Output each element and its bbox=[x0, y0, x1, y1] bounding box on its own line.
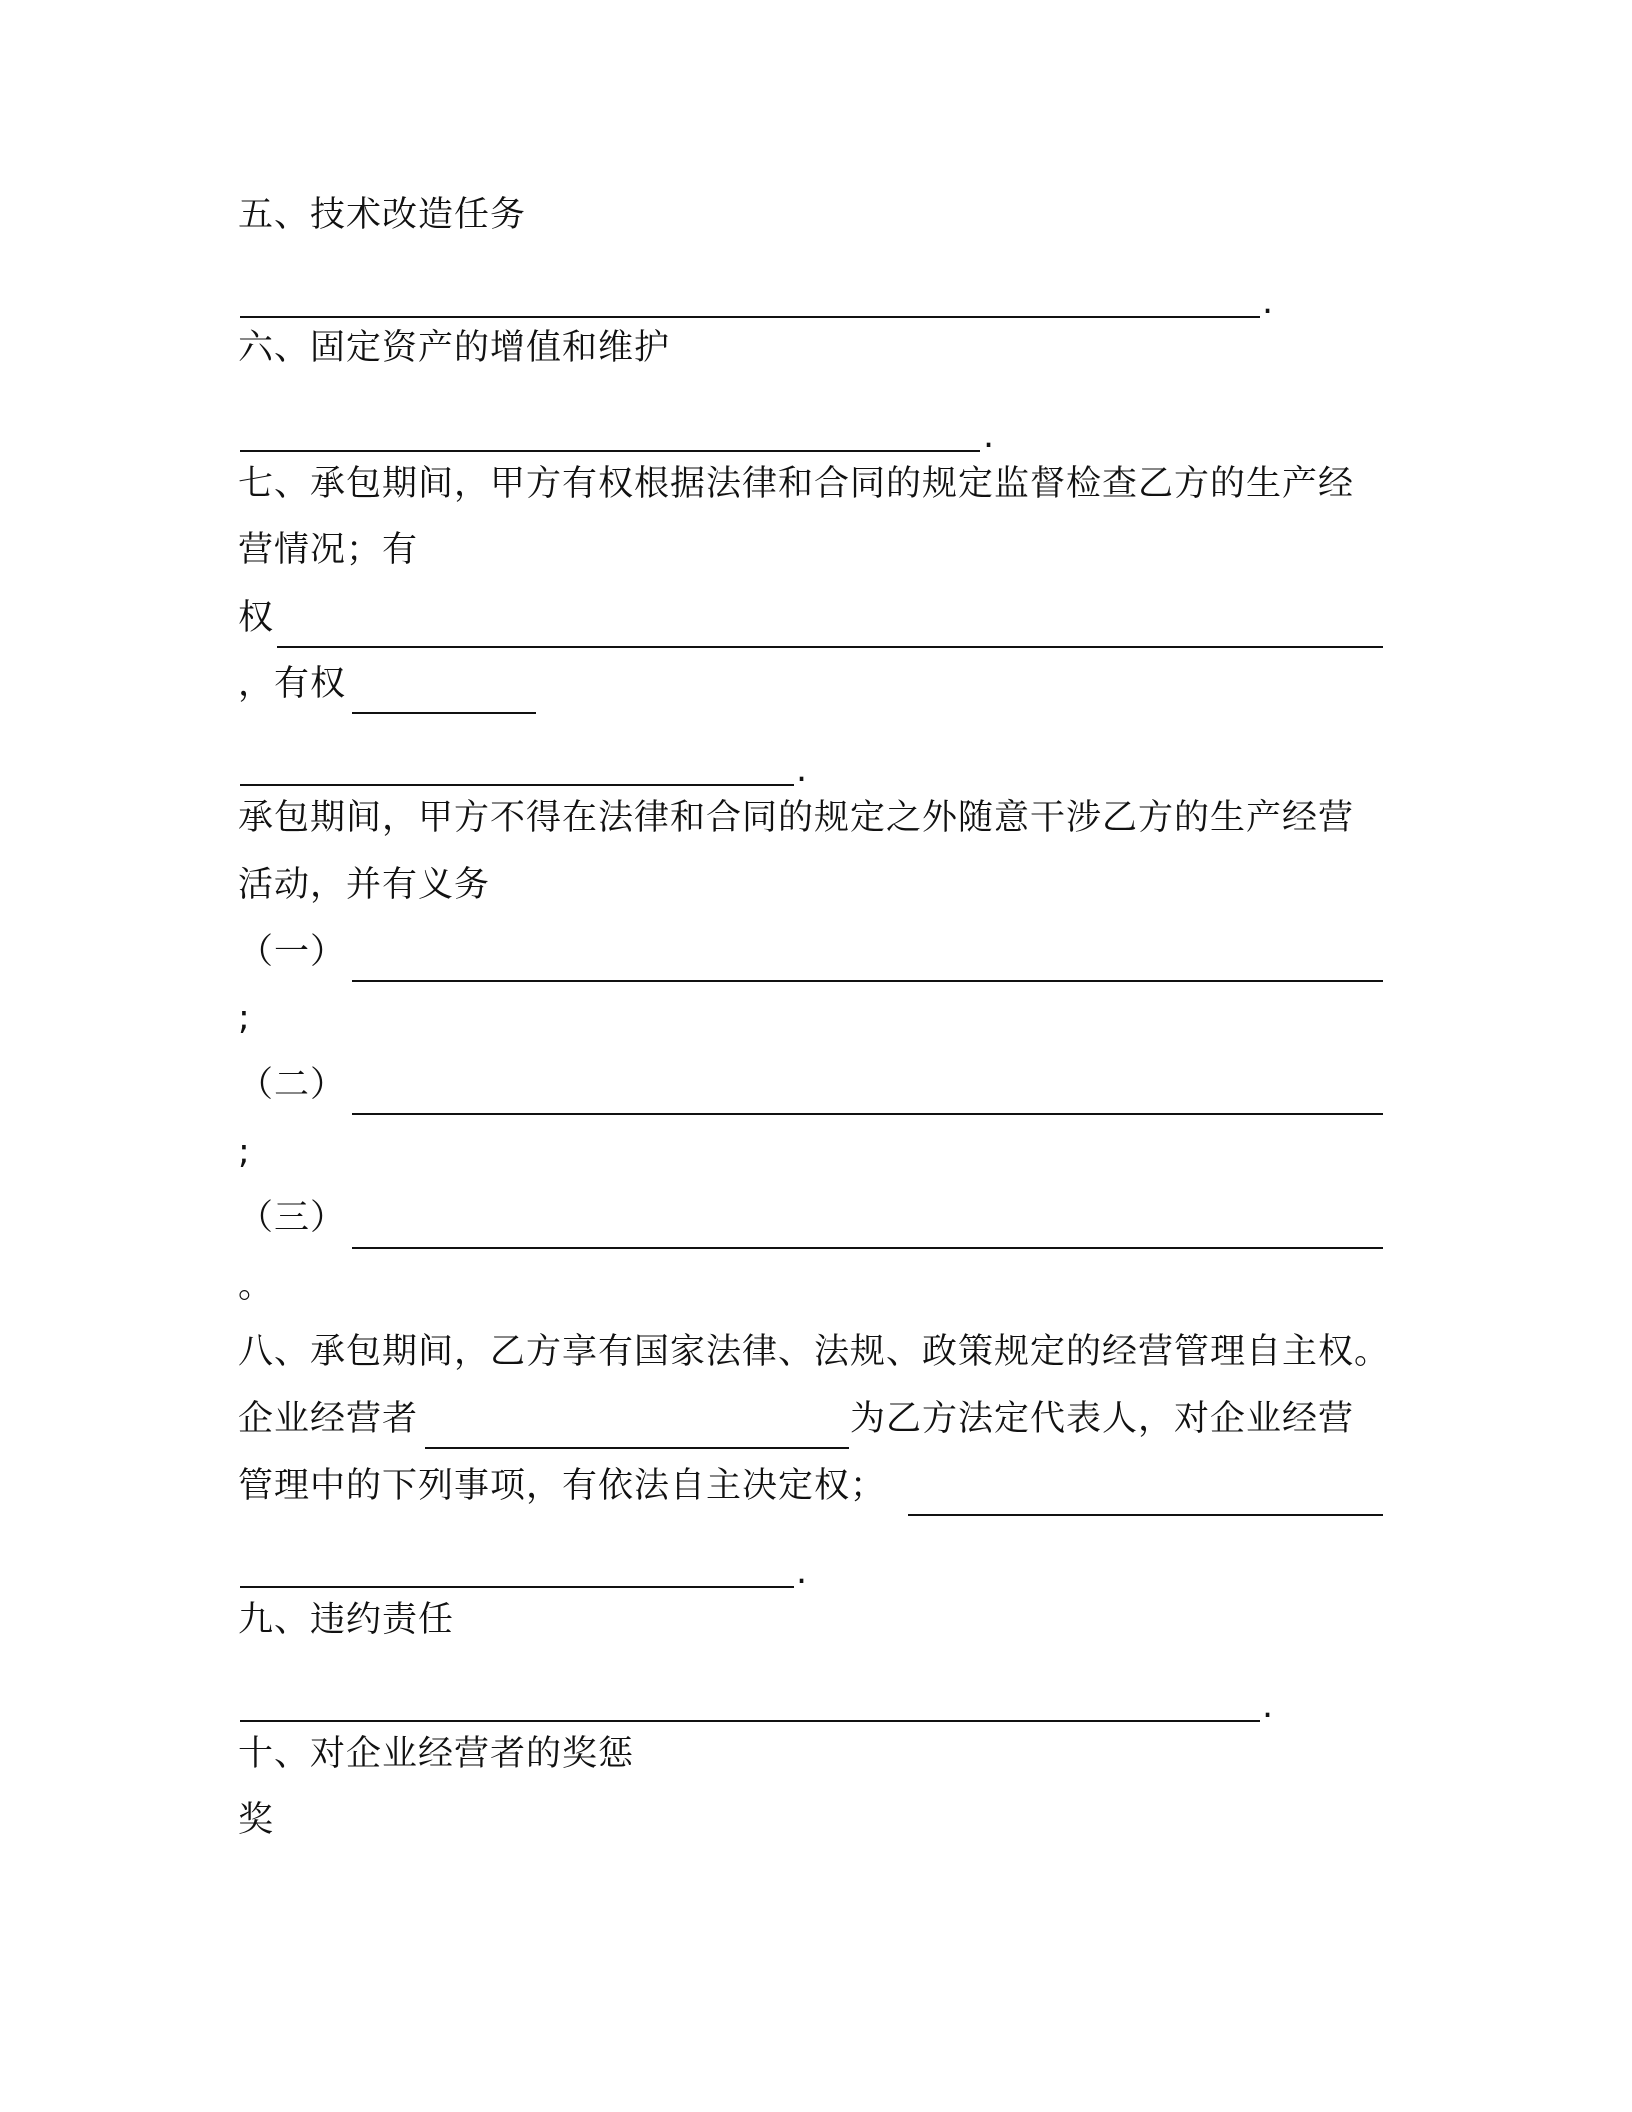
decision-rights-continuation-blank bbox=[240, 1586, 794, 1588]
section8-line1: 八、承包期间，乙方享有国家法律、法规、政策规定的经营管理自主权。 bbox=[238, 1332, 1391, 1372]
section7-right2-continuation-blank bbox=[240, 784, 794, 786]
section7-obligation-line1: 承包期间，甲方不得在法律和合同的规定之外随意干涉乙方的生产经营 bbox=[238, 798, 1355, 838]
obligation-item-3-blank bbox=[352, 1247, 1383, 1249]
section5-heading: 五、技术改造任务 bbox=[238, 195, 527, 235]
obligation-item-1-label: （一） bbox=[238, 932, 347, 972]
section7-line2: 营情况；有 bbox=[238, 530, 419, 570]
obligation-item-1-end: ; bbox=[238, 998, 251, 1038]
section9-end-mark: . bbox=[1262, 1686, 1274, 1726]
section7-right1-prefix: 权 bbox=[238, 598, 275, 638]
section5-end-mark: . bbox=[1262, 282, 1274, 322]
obligation-item-3-label: （三） bbox=[238, 1198, 347, 1238]
obligation-item-2-end: ; bbox=[238, 1132, 251, 1172]
section6-heading: 六、固定资产的增值和维护 bbox=[238, 328, 671, 368]
obligation-item-1-blank bbox=[352, 980, 1383, 982]
section8-end-mark: . bbox=[796, 1552, 808, 1592]
section10-sub: 奖 bbox=[238, 1800, 275, 1840]
section9-heading: 九、违约责任 bbox=[238, 1600, 455, 1640]
legal-representative-blank bbox=[425, 1447, 849, 1449]
section10-heading: 十、对企业经营者的奖惩 bbox=[238, 1734, 635, 1774]
section8-line3: 管理中的下列事项，有依法自主决定权； bbox=[238, 1466, 887, 1506]
obligation-item-3-end: 。 bbox=[238, 1266, 275, 1306]
section7-right1-blank bbox=[277, 646, 1383, 648]
section7-end-mark: . bbox=[796, 750, 808, 790]
obligation-item-2-blank bbox=[352, 1113, 1383, 1115]
obligation-item-2-label: （二） bbox=[238, 1065, 347, 1105]
section8-line2-prefix: 企业经营者 bbox=[238, 1399, 419, 1439]
section7-line1: 七、承包期间，甲方有权根据法律和合同的规定监督检查乙方的生产经 bbox=[238, 464, 1355, 504]
section7-obligation-line2: 活动，并有义务 bbox=[238, 865, 491, 905]
section6-end-mark: . bbox=[983, 416, 995, 456]
decision-rights-blank bbox=[908, 1514, 1383, 1516]
section7-right2-prefix: ，有权 bbox=[238, 664, 347, 704]
section7-right2-blank bbox=[352, 712, 536, 714]
section6-blank-line bbox=[240, 450, 980, 452]
section9-blank-line bbox=[240, 1720, 1260, 1722]
section8-line2-suffix: 为乙方法定代表人，对企业经营 bbox=[850, 1399, 1355, 1439]
section5-blank-line bbox=[240, 316, 1260, 318]
